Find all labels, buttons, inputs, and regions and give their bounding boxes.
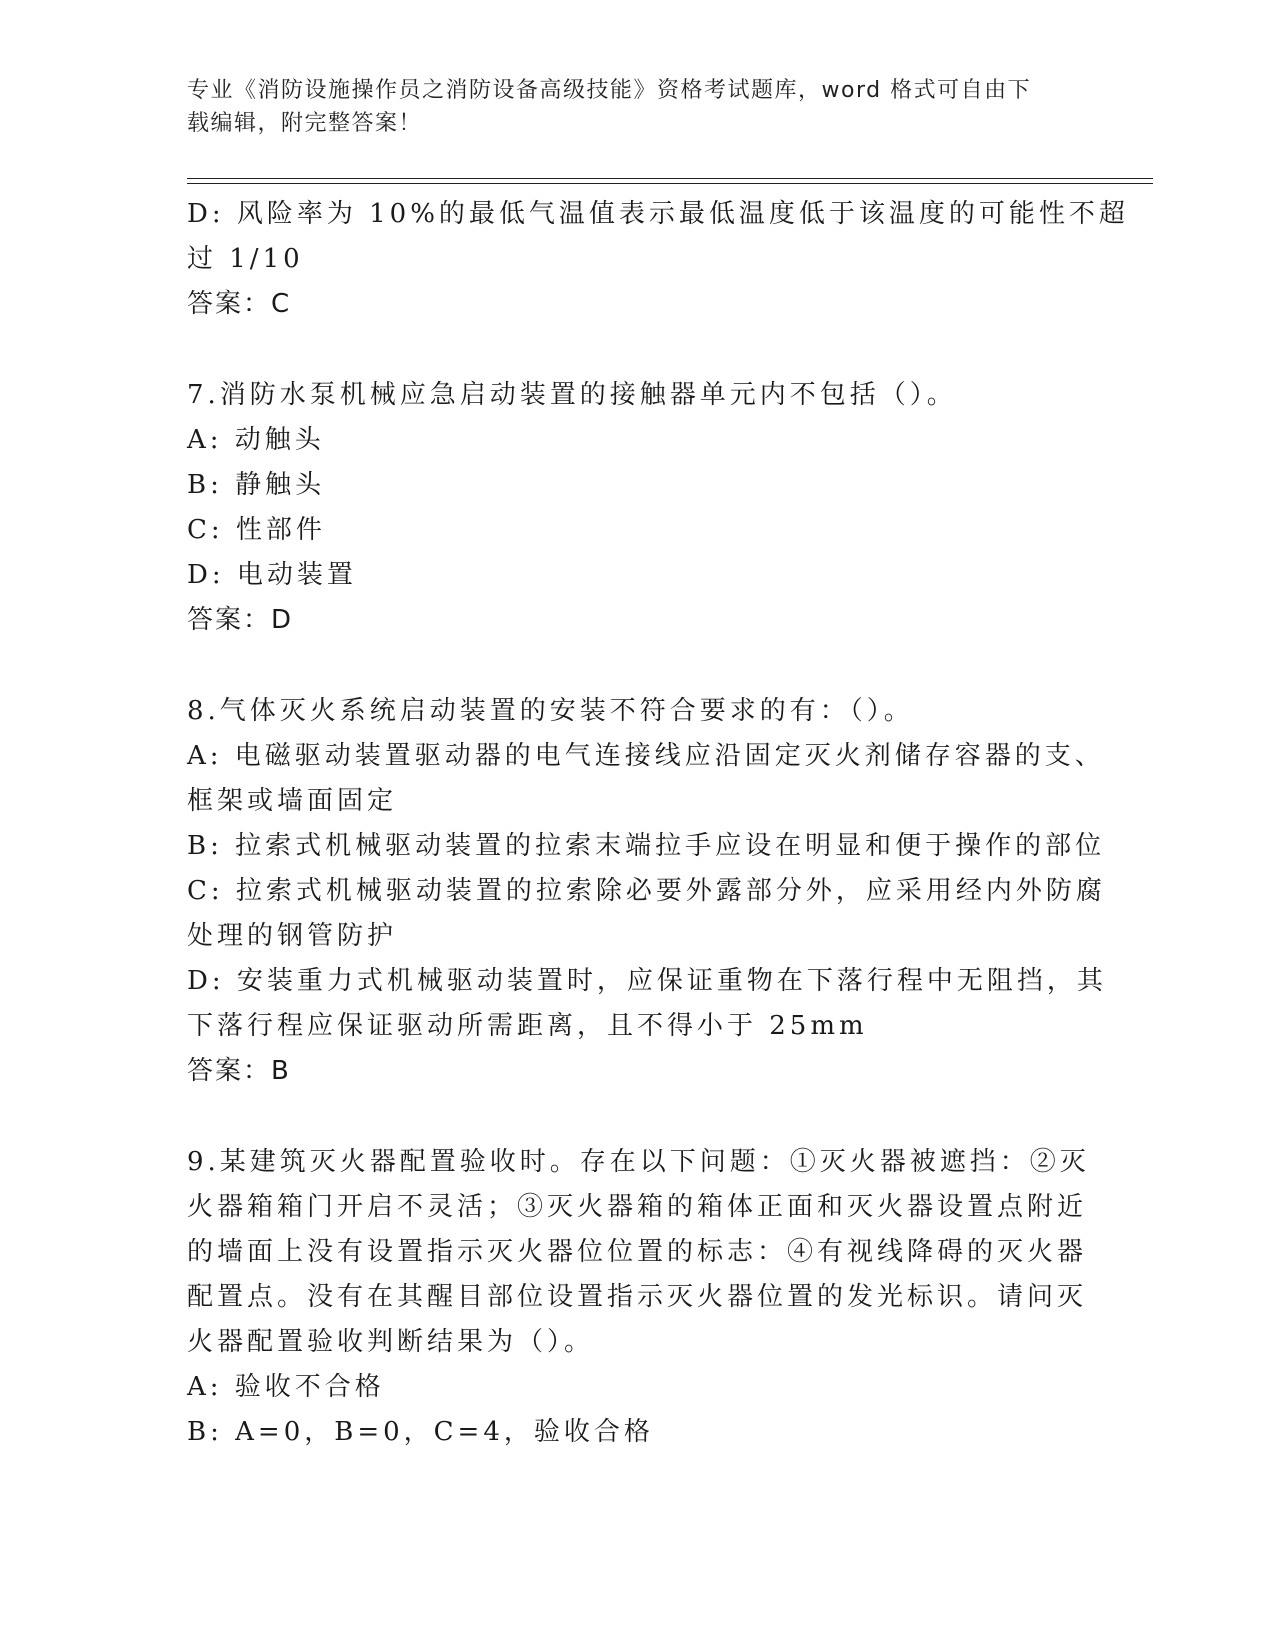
spacer <box>187 327 1087 373</box>
header-line-2: 载编辑，附完整答案！ <box>187 111 423 136</box>
q9-option-b: B: A=0，B=0，C=4，验收合格 <box>187 1417 654 1447</box>
q7-option-b: B: 静触头 <box>187 470 326 500</box>
q7-option-a: A: 动触头 <box>187 425 325 455</box>
q9-stem-line-3: 的墙面上没有设置指示灭火器位位置的标志：④有视线降碍的灭火器 <box>187 1237 1088 1267</box>
q8-option-c-line1: C: 拉索式机械驱动装置的拉索除必要外露部分外，应采用经内外防腐 <box>187 876 1106 906</box>
header-line-1: 专业《消防设施操作员之消防设备高级技能》资格考试题库，word 格式可自由下 <box>187 78 1032 103</box>
spacer <box>187 643 1087 689</box>
prev-option-d-line1: D: 风险率为 10%的最低气温值表示最低温度低于该温度的可能性不超 <box>187 199 1129 229</box>
q7-answer: 答案：D <box>187 605 294 635</box>
q9-stem-line-4: 配置点。没有在其醒目部位设置指示灭火器位置的发光标识。请问灭 <box>187 1282 1088 1312</box>
q8-option-d-line2: 下落行程应保证驱动所需距离，且不得小于 25mm <box>187 1011 868 1041</box>
q9-stem-line-2: 火器箱箱门开启不灵活；③灭火器箱的箱体正面和灭火器设置点附近 <box>187 1192 1088 1222</box>
q9-stem-line-1: 9.某建筑灭火器配置验收时。存在以下问题：①灭火器被遮挡：②灭 <box>187 1147 1090 1177</box>
q8-option-a-line1: A: 电磁驱动装置驱动器的电气连接线应沿固定灭火剂储存容器的支、 <box>187 741 1105 771</box>
q8-option-a-line2: 框架或墙面固定 <box>187 786 398 816</box>
q9-stem-line-5: 火器配置验收判断结果为（）。 <box>187 1327 595 1357</box>
prev-option-d-line2: 过 1/10 <box>187 244 304 274</box>
prev-answer: 答案：C <box>187 289 292 319</box>
q8-option-d-line1: D: 安装重力式机械驱动装置时，应保证重物在下落行程中无阻挡，其 <box>187 966 1107 996</box>
q9-option-a: A: 验收不合格 <box>187 1372 385 1402</box>
q7-option-c: C: 性部件 <box>187 515 326 545</box>
header-rule-bottom <box>187 183 1153 184</box>
q7-stem: 7.消防水泵机械应急启动装置的接触器单元内不包括（）。 <box>187 380 957 410</box>
q8-answer: 答案：B <box>187 1056 291 1086</box>
document-header <box>187 74 1067 140</box>
q8-option-b: B: 拉索式机械驱动装置的拉索末端拉手应设在明显和便于操作的部位 <box>187 831 1106 861</box>
spacer <box>187 1094 1087 1140</box>
q8-stem: 8.气体灭火系统启动装置的安装不符合要求的有：（）。 <box>187 696 914 726</box>
question-content <box>187 192 1129 1455</box>
q8-option-c-line2: 处理的钢管防护 <box>187 921 398 951</box>
header-rule-top <box>187 178 1153 179</box>
q7-option-d: D: 电动装置 <box>187 560 357 590</box>
